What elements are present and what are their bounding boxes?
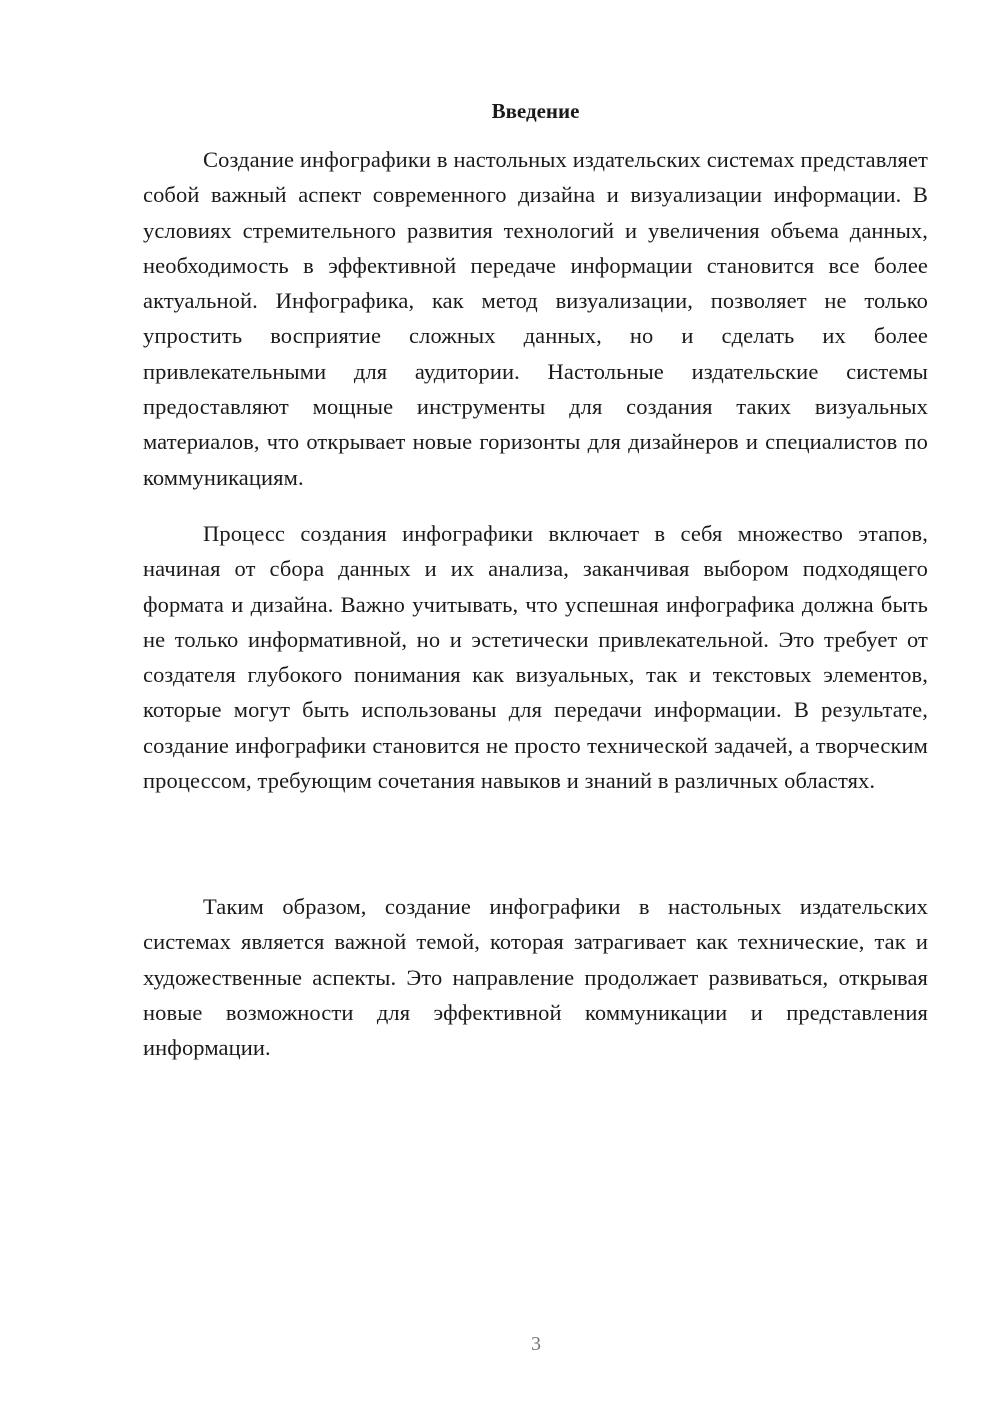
paragraph-2: Процесс создания инфографики включает в себя множество этапов, начиная от сбора данных и их анализа, заканчивая выбором подходящего формата и дизайна. Важно учитывать, что успешная инфографика должна быть не только информативной, но и эстетически привлекательной. Это требует от создателя глубокого понимания как визуальных, так и текстовых элементов, которые могут быть использованы для передачи информации. В результате, создание инфографики становится не просто технической задачей, а творческим процессом, требующим сочетания навыков и знаний в различных областях.: [143, 521, 928, 794]
page-number: 3: [531, 1333, 541, 1355]
paragraph-3: Таким образом, создание инфографики в настольных издательских системах является важной темой, которая затрагивает как технические, так и художественные аспекты. Это направление продолжает развиваться, открывая новые возможности для эффективной коммуникации и представления информации.: [143, 894, 928, 1061]
section-title: Введение: [491, 99, 580, 123]
paragraph-1: Создание инфографики в настольных издательских системах представляет собой важный аспект современного дизайна и визуализации информации. В условиях стремительного развития технологий и увеличения объема данных, необходимость в эффективной передаче информации становится все более актуальной. Инфографика, как метод визуализации, позволяет не только упростить восприятие сложных данных, но и сделать их более привлекательными для аудитории. Настольные издательские системы предоставляют мощные инструменты для создания таких визуальных материалов, что открывает новые горизонты для дизайнеров и специалистов по коммуникациям.: [143, 147, 928, 490]
